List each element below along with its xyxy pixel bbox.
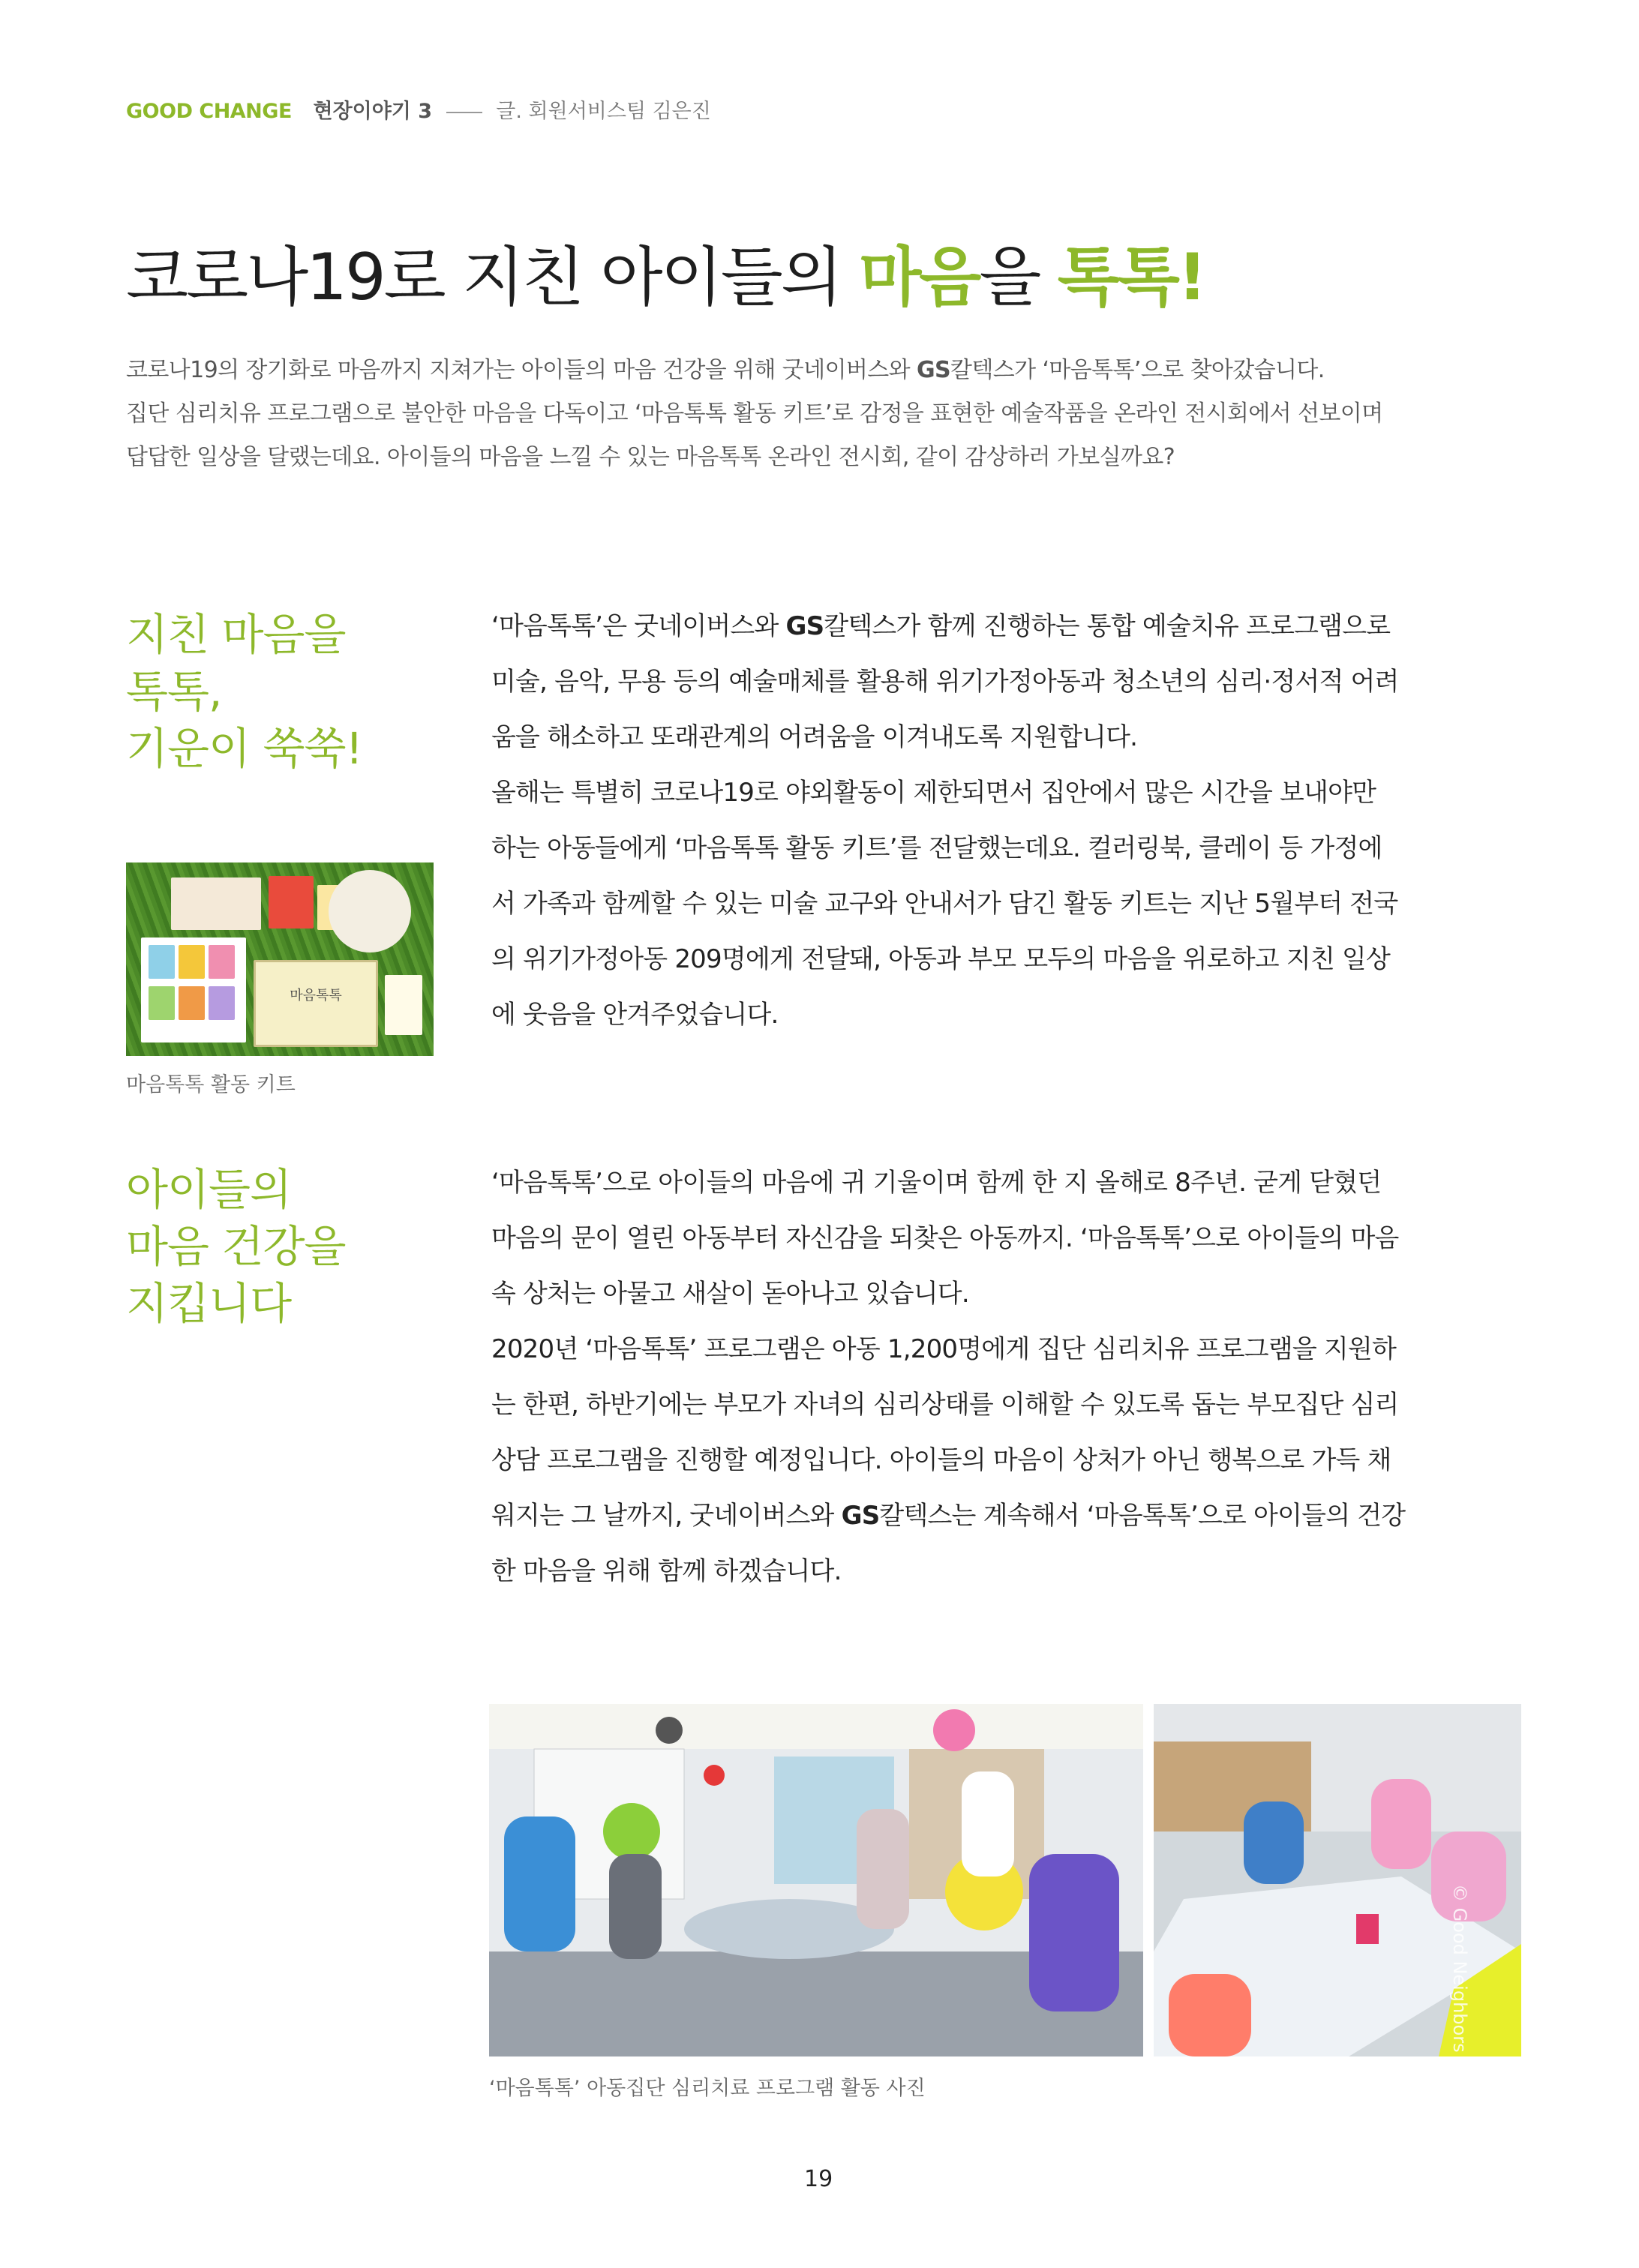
lead-line: 답답한 일상을 달랬는데요. 아이들의 마음을 느낄 수 있는 마음톡톡 온라인 전시회, 같이 감상하러 가보실까요? [126, 444, 1175, 470]
photo-watermark: © Good Neighbors [1449, 1884, 1470, 2053]
lead-line: 코로나19의 장기화로 마음까지 지쳐가는 아이들의 마음 건강을 위해 굿네이버스와 GS칼텍스가 ‘마음톡톡’으로 찾아갔습니다. [126, 357, 1325, 383]
body-line: 2020년 ‘마음톡톡’ 프로그램은 아동 1,200명에게 집단 심리치유 프로그램을 지원하 [491, 1334, 1397, 1364]
body-line: 상담 프로그램을 진행할 예정입니다. 아이들의 마음이 상처가 아닌 행복으로 가득 채 [491, 1445, 1391, 1475]
title-part2: 을 [979, 240, 1058, 315]
body-line: 미술, 음악, 무용 등의 예술매체를 활용해 위기가정아동과 청소년의 심리·정서적 어려 [491, 667, 1399, 697]
body-line: ‘마음톡톡’은 굿네이버스와 GS칼텍스가 함께 진행하는 통합 예술치유 프로그램으로 [491, 611, 1391, 641]
running-header [126, 94, 711, 124]
lead-paragraph [126, 349, 1536, 479]
heading-line: 기운이 쑥쑥! [126, 723, 362, 774]
title-part1: 코로나19로 지친 아이들의 [126, 240, 860, 315]
activity-kit-photo [126, 862, 434, 1056]
header-divider [446, 112, 482, 113]
gs-brand-mark: GS [841, 1501, 880, 1531]
heading-line: 마음 건강을 [126, 1221, 346, 1272]
section2-heading [126, 1161, 346, 1332]
body-line: 에 웃음을 안겨주었습니다. [491, 1000, 779, 1030]
heading-line: 톡톡, [126, 666, 222, 717]
body-line: 한 마음을 위해 함께 하겠습니다. [491, 1556, 842, 1586]
body-line: 의 위기가정아동 209명에게 전달돼, 아동과 부모 모두의 마음을 위로하고 지친 일상 [491, 944, 1390, 974]
kit-box-label: 마음톡톡 [290, 988, 342, 1004]
body-line: 마음의 문이 열린 아동부터 자신감을 되찾은 아동까지. ‘마음톡톡’으로 아이들의 마음 [491, 1223, 1399, 1253]
classroom-balloon-photo [489, 1704, 1143, 2056]
body-line: 는 한편, 하반기에는 부모가 자녀의 심리상태를 이해할 수 있도록 돕는 부모집단 심리 [491, 1390, 1399, 1420]
heading-line: 지친 마음을 [126, 609, 346, 660]
body-line: 하는 아동들에게 ‘마음톡톡 활동 키트’를 전달했는데요. 컬러링북, 클레이 등 가정에 [491, 833, 1382, 863]
body-line: 속 상처는 아물고 새살이 돋아나고 있습니다. [491, 1279, 969, 1309]
body-line: ‘마음톡톡’으로 아이들의 마음에 귀 기울이며 함께 한 지 올해로 8주년. 굳게 닫혔던 [491, 1168, 1382, 1198]
gs-brand-mark: GS [785, 611, 824, 641]
body-line: 움을 해소하고 또래관계의 어려움을 이겨내도록 지원합니다. [491, 722, 1138, 752]
page-number: 19 [804, 2166, 833, 2192]
section1-heading [126, 606, 362, 777]
section1-body [491, 598, 1519, 1042]
title-highlight-1: 마음 [859, 240, 980, 315]
author-label: 글. 회원서비스팀 김은진 [496, 100, 711, 123]
body-line: 올해는 특별히 코로나19로 야외활동이 제한되면서 집안에서 많은 시간을 보내야만 [491, 778, 1376, 808]
section2-body [491, 1155, 1519, 1599]
classroom-drawing-photo [1154, 1704, 1521, 2056]
body-line: 서 가족과 함께할 수 있는 미술 교구와 안내서가 담긴 활동 키트는 지난 5월부터 전국 [491, 889, 1398, 919]
title-highlight-2: 톡톡! [1057, 240, 1205, 315]
gs-brand-mark: GS [916, 357, 950, 383]
brand-label: GOOD CHANGE [126, 100, 292, 123]
lead-line: 집단 심리치유 프로그램으로 불안한 마음을 다독이고 ‘마음톡톡 활동 키트’로 감정을 표현한 예술작품을 온라인 전시회에서 선보이며 [126, 400, 1383, 427]
series-label: 현장이야기 3 [313, 100, 433, 123]
heading-line: 아이들의 [126, 1164, 292, 1215]
heading-line: 지킵니다 [126, 1278, 292, 1329]
classroom-photo-caption: ‘마음톡톡’ 아동집단 심리치료 프로그램 활동 사진 [489, 2077, 926, 2100]
page-title [126, 225, 1205, 318]
kit-photo-caption: 마음톡톡 활동 키트 [126, 1073, 296, 1096]
body-line: 워지는 그 날까지, 굿네이버스와 GS칼텍스는 계속해서 ‘마음톡톡’으로 아이들의 건강 [491, 1501, 1406, 1531]
